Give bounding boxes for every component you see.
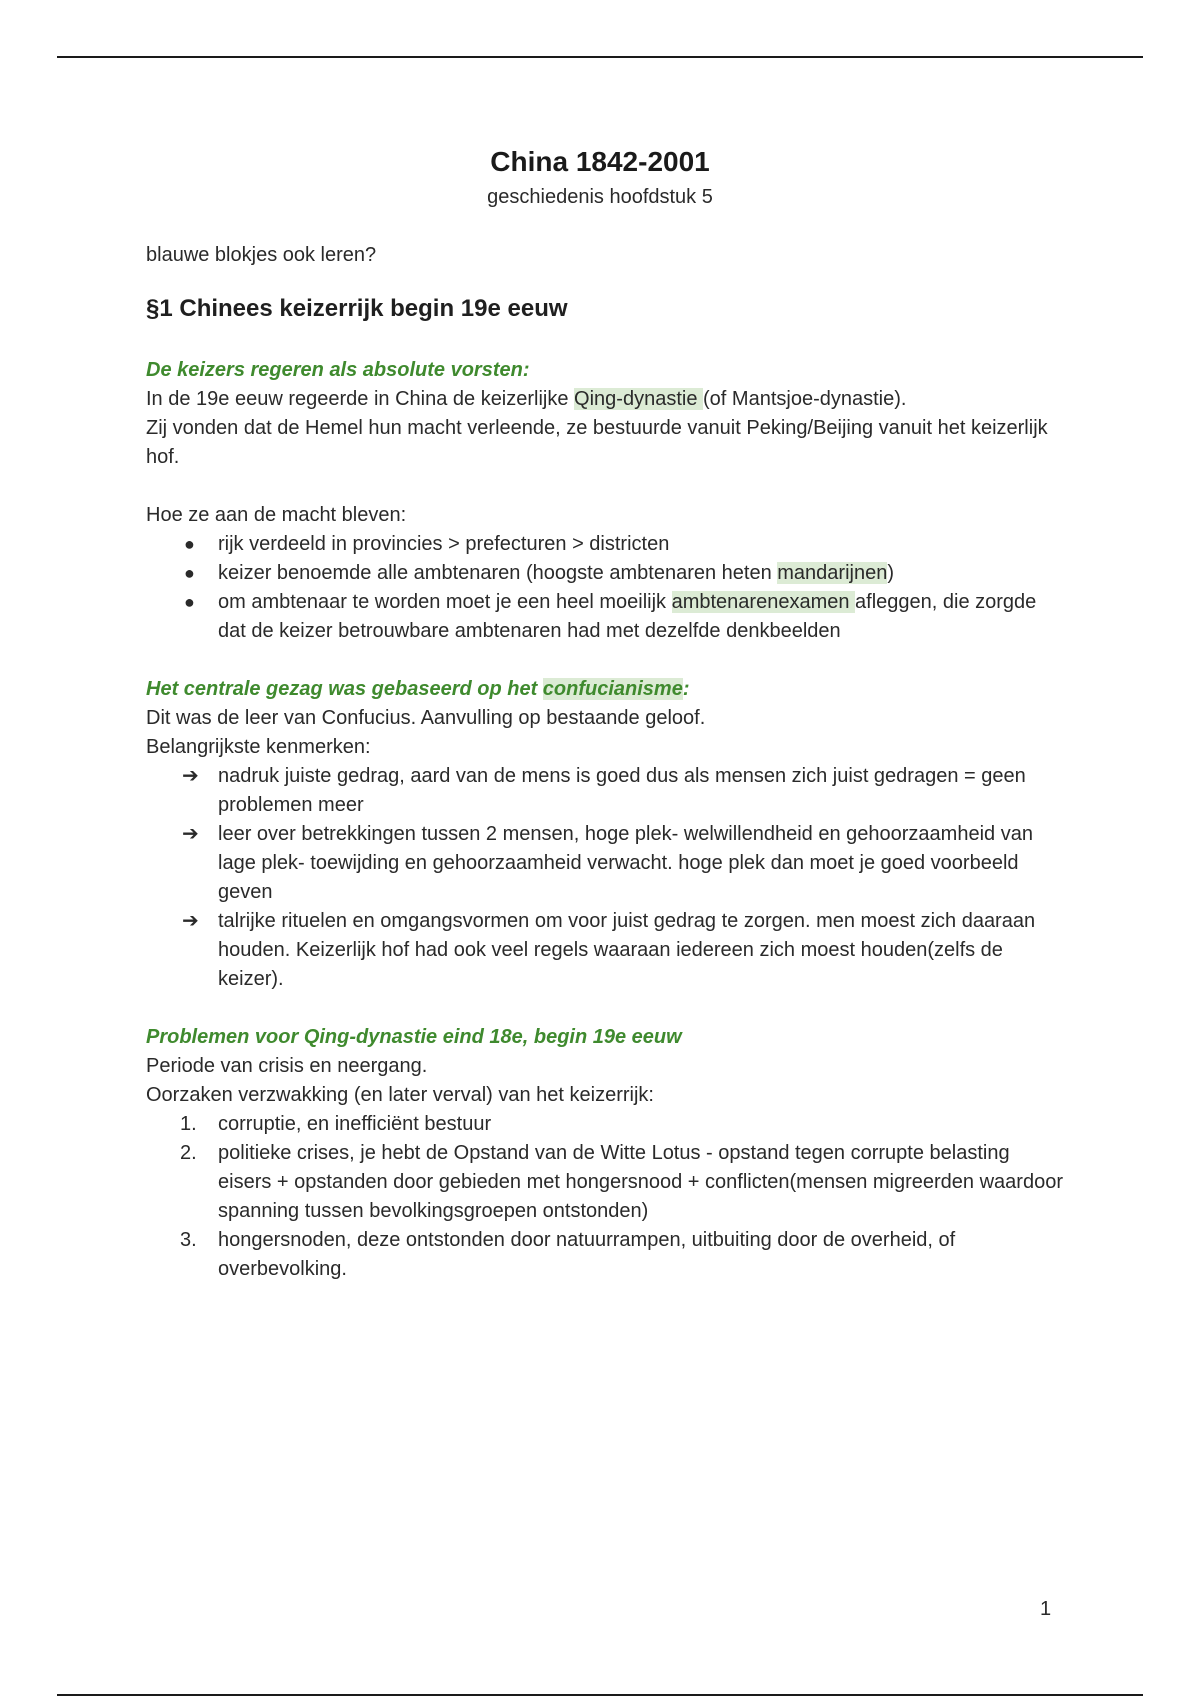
bullet-list [146, 530, 1066, 646]
list-item-text: nadruk juiste gedrag, aard van de mens is goed dus als mensen zich juist gedragen = geen problemen meer [218, 765, 1026, 816]
list-item-text: afleggen, die zorgde dat de keizer betrouwbare ambtenaren had met dezelfde denkbeelden [218, 591, 1037, 642]
block1-intro: Hoe ze aan de macht bleven: [146, 504, 407, 526]
study-note: blauwe blokjes ook leren? [146, 244, 377, 266]
list-item [146, 1110, 1066, 1139]
document-body [146, 241, 1066, 1284]
list-item [146, 820, 1066, 907]
bullet-icon: ● [184, 592, 195, 612]
list-item-text: keizer benoemde alle ambtenaren (hoogste ambtenaren heten [218, 562, 778, 584]
arrow-list [146, 762, 1066, 994]
list-item-text: talrijke rituelen en omgangsvormen om voor juist gedrag te zorgen. men moest zich daaraan houden. Keizerlijk hof had ook veel regels waaraan iedereen zich moest houden(zelfs de keizer). [218, 910, 1036, 990]
list-number: 2. [180, 1142, 197, 1164]
block2-heading [146, 675, 1066, 704]
list-item-text: leer over betrekkingen tussen 2 mensen, hoge plek- welwillendheid en gehoorzaamheid van lage plek- toewijding en gehoorzaamheid verwacht. hoge plek dan moet je goed voorbeeld geven [218, 823, 1033, 903]
block1-line1-post: (of Mantsjoe-dynastie). [703, 388, 907, 410]
block1-line2: Zij vonden dat de Hemel hun macht verleende, ze bestuurde vanuit Peking/Beijing vanuit het keizerlijk hof. [146, 417, 1048, 468]
bullet-icon: ● [184, 563, 195, 583]
bullet-icon: ● [184, 534, 195, 554]
list-item [146, 559, 1066, 588]
spacer [146, 646, 1066, 675]
list-item [146, 762, 1066, 820]
list-item-text: om ambtenaar te worden moet je een heel moeilijk [218, 591, 672, 613]
highlight-qing: Qing-dynastie [574, 388, 704, 410]
spacer [146, 994, 1066, 1023]
arrow-icon: ➔ [182, 765, 199, 787]
top-rule [57, 56, 1143, 58]
highlight-mandarijnen: mandarijnen [777, 562, 888, 584]
block2-heading-post: : [682, 678, 690, 700]
block3-line1: Periode van crisis en neergang. [146, 1055, 428, 1077]
list-item [146, 1226, 1066, 1284]
spacer [146, 472, 1066, 501]
page-number: 1 [1040, 1598, 1052, 1620]
list-item-text: hongersnoden, deze ontstonden door natuurrampen, uitbuiting door de overheid, of overbevolking. [218, 1229, 956, 1280]
block3-line2: Oorzaken verzwakking (en later verval) van het keizerrijk: [146, 1084, 654, 1106]
block1-line1 [146, 385, 1066, 414]
numbered-list [146, 1110, 1066, 1284]
list-item [146, 1139, 1066, 1226]
block2-heading-pre: Het centrale gezag was gebaseerd op het [146, 678, 543, 700]
list-item [146, 530, 1066, 559]
block1-heading: De keizers regeren als absolute vorsten: [146, 359, 530, 381]
highlight-ambtenarenexamen: ambtenarenexamen [671, 591, 856, 613]
list-number: 1. [180, 1113, 197, 1135]
arrow-icon: ➔ [182, 910, 199, 932]
section-heading: §1 Chinees keizerrijk begin 19e eeuw [146, 295, 568, 322]
block2-line2: Belangrijkste kenmerken: [146, 736, 371, 758]
list-item-text: politieke crises, je hebt de Opstand van de Witte Lotus - opstand tegen corrupte belasting eisers + opstanden door gebieden met hongersnood + conflicten(mensen migreerden waardoor spanning tussen bevolkingsgroepen ontstonden) [218, 1142, 1063, 1222]
arrow-icon: ➔ [182, 823, 199, 845]
page-subtitle: geschiedenis hoofdstuk 5 [487, 186, 713, 208]
list-item-text: ) [887, 562, 895, 584]
block2-line1: Dit was de leer van Confucius. Aanvulling op bestaande geloof. [146, 707, 706, 729]
bottom-rule [57, 1694, 1143, 1696]
page-title: China 1842-2001 [490, 146, 710, 177]
block3-heading: Problemen voor Qing-dynastie eind 18e, begin 19e eeuw [146, 1026, 682, 1048]
list-item-text: rijk verdeeld in provincies > prefecturen > districten [218, 533, 670, 555]
list-item [146, 588, 1066, 646]
list-item-text: corruptie, en inefficiënt bestuur [218, 1113, 492, 1135]
block1-line1-pre: In de 19e eeuw regeerde in China de keizerlijke [146, 388, 575, 410]
highlight-confucianisme: confucianisme [542, 678, 683, 700]
list-number: 3. [180, 1229, 197, 1251]
list-item [146, 907, 1066, 994]
